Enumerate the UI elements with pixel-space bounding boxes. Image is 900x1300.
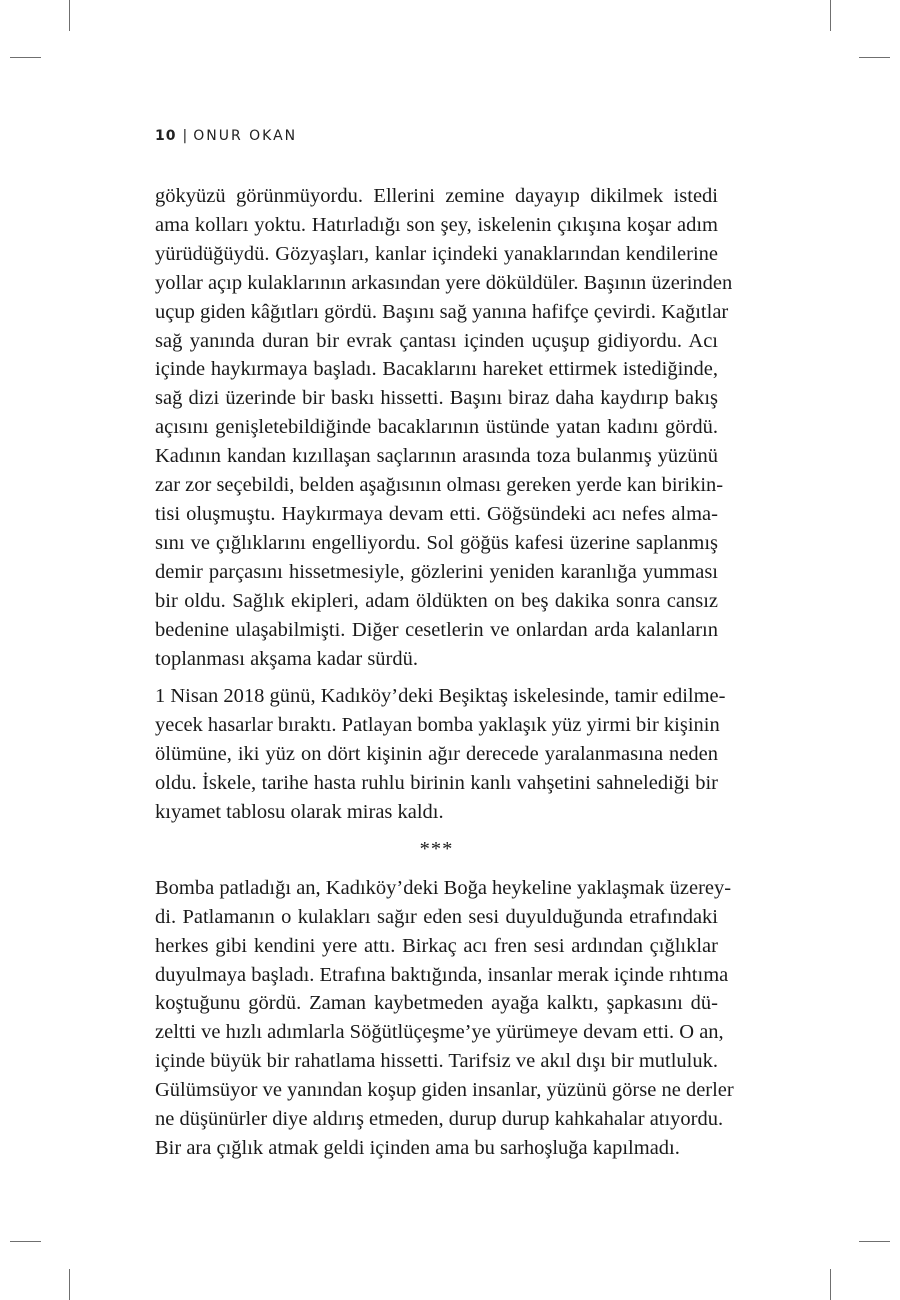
crop-mark-bottom-left-h	[10, 1241, 41, 1242]
body-text	[155, 182, 734, 1163]
text-line: kıyamet tablosu olarak miras kaldı.	[155, 801, 444, 824]
text-line: ne düşünürler diye aldırış etmeden, durup durup kahkahalar atıyordu.	[155, 1108, 724, 1131]
text-line: yecek hasarlar bıraktı. Patlayan bomba yaklaşık yüz yirmi bir kişinin	[155, 714, 720, 737]
text-line: toplanması akşama kadar sürdü.	[155, 647, 419, 670]
text-line: açısını genişletebildiğinde bacaklarının üstünde yatan kadını gördü.	[155, 416, 718, 439]
text-line: içinde haykırmaya başladı. Bacaklarını hareket ettirmek istediğinde,	[155, 358, 718, 381]
text-line: içinde büyük bir rahatlama hissetti. Tarifsiz ve akıl dışı bir mutluluk.	[155, 1050, 718, 1073]
text-line: herkes gibi kendini yere attı. Birkaç acı fren sesi ardından çığlıklar	[155, 934, 718, 957]
paragraph-2	[155, 682, 726, 827]
text-line: yürüdüğüydü. Gözyaşları, kanlar içindeki yanaklarından kendilerine	[155, 242, 718, 265]
paragraph-3	[155, 874, 734, 1163]
text-line: koştuğunu gördü. Zaman kaybetmeden ayağa kalktı, şapkasını dü-	[155, 992, 718, 1015]
text-line: yollar açıp kulaklarının arkasından yere döküldüler. Başının üzerinden	[155, 271, 733, 294]
text-line: ama kolları yoktu. Hatırladığı son şey, iskelenin çıkışına koşar adım	[155, 213, 718, 236]
text-line: Gülümsüyor ve yanından koşup giden insanlar, yüzünü görse ne derler	[155, 1079, 734, 1102]
text-line: Bir ara çığlık atmak geldi içinden ama bu sarhoşluğa kapılmadı.	[155, 1137, 680, 1159]
crop-mark-top-left	[69, 0, 70, 31]
text-line: di. Patlamanın o kulakları sağır eden sesi duyulduğunda etrafındaki	[155, 905, 718, 928]
crop-mark-bottom-left	[69, 1269, 70, 1300]
crop-mark-top-left-h	[10, 57, 41, 58]
text-line: tisi oluşmuştu. Haykırmaya devam etti. Göğsündeki acı nefes alma-	[155, 502, 718, 525]
text-line: Bomba patladığı an, Kadıköy’deki Boğa heykeline yaklaşmak üzerey-	[155, 876, 732, 899]
crop-mark-top-right	[830, 0, 831, 31]
text-line: uçup giden kâğıtları gördü. Başını sağ yanına hafifçe çevirdi. Kağıtlar	[155, 300, 729, 323]
crop-mark-top-right-h	[859, 57, 890, 58]
section-break: ***	[419, 837, 454, 860]
text-line: sağ yanında duran bir evrak çantası içinden uçuşup gidiyordu. Acı	[155, 329, 718, 352]
crop-mark-bottom-right-h	[859, 1241, 890, 1242]
text-line: sını ve çığlıklarını engelliyordu. Sol göğüs kafesi üzerine saplanmış	[155, 531, 718, 554]
text-line: demir parçasını hissetmesiyle, gözlerini yeniden karanlığa yumması	[155, 560, 718, 583]
text-line: oldu. İskele, tarihe hasta ruhlu birinin kanlı vahşetini sahnelediği bir	[155, 772, 718, 795]
text-line: sağ dizi üzerinde bir baskı hissetti. Başını biraz daha kaydırıp bakış	[155, 387, 718, 410]
text-line: bir oldu. Sağlık ekipleri, adam öldükten on beş dakika sonra cansız	[155, 589, 718, 612]
author-name: ONUR OKAN	[193, 128, 298, 144]
crop-mark-bottom-right	[830, 1269, 831, 1300]
text-line: ölümüne, iki yüz on dört kişinin ağır derecede yaralanmasına neden	[155, 743, 718, 766]
text-line: zar zor seçebildi, belden aşağısının olması gereken yerde kan birikin-	[155, 474, 724, 497]
text-line: gökyüzü görünmüyordu. Ellerini zemine dayayıp dikilmek istedi	[155, 185, 718, 207]
text-line: zeltti ve hızlı adımlarla Söğütlüçeşme’ye yürümeye devam etti. O an,	[155, 1021, 724, 1044]
text-line: 1 Nisan 2018 günü, Kadıköy’deki Beşiktaş iskelesinde, tamir edilme-	[155, 685, 726, 708]
page-number: 10	[155, 128, 177, 144]
text-line: duyulmaya başladı. Etrafına baktığında, insanlar merak içinde rıhtıma	[155, 963, 729, 986]
text-line: Kadının kandan kızıllaşan saçlarının arasında toza bulanmış yüzünü	[155, 445, 718, 468]
running-head	[155, 128, 297, 144]
running-head-separator: |	[182, 128, 190, 144]
paragraph-1	[155, 182, 733, 673]
paragraph-gap	[155, 673, 718, 682]
text-line: bedenine ulaşabilmişti. Diğer cesetlerin ve onlardan arda kalanların	[155, 618, 718, 641]
